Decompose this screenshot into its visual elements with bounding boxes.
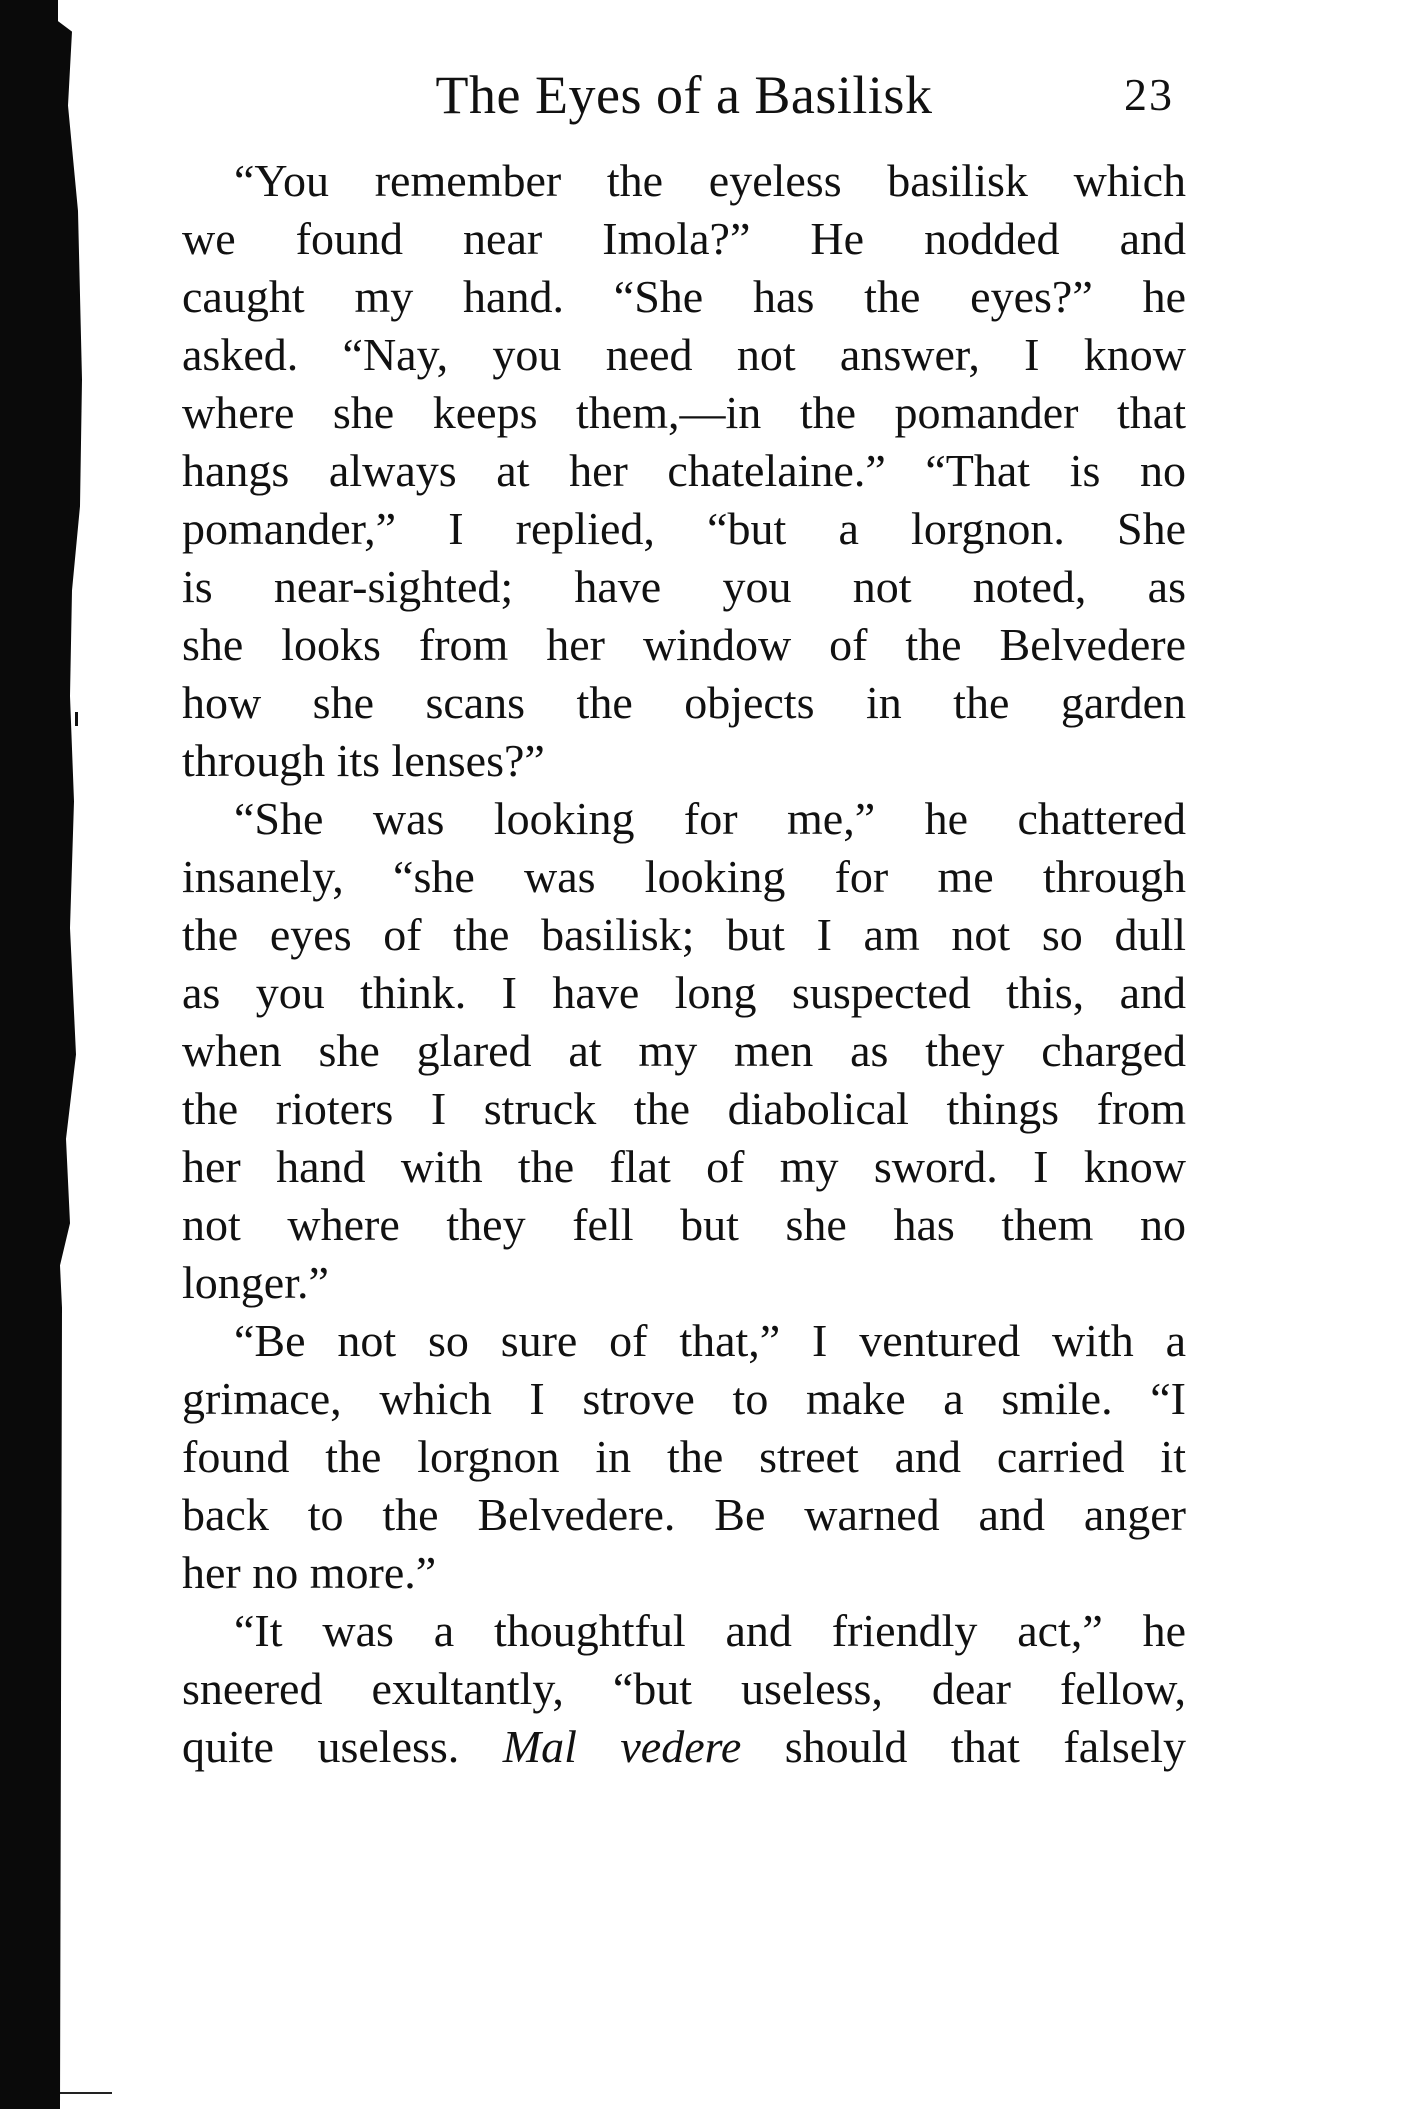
text-line: where she keeps them,—in the pomander that [182, 387, 1186, 438]
running-head [182, 64, 1186, 144]
text-line: hangs always at her chatelaine.” “That is no [182, 445, 1186, 496]
text-line: the eyes of the basilisk; but I am not so dull [182, 909, 1186, 960]
text-line: “It was a thoughtful and friendly act,” he [234, 1605, 1186, 1656]
final-line-end: should that falsely [784, 1721, 1186, 1772]
text-line: we found near Imola?” He nodded and [182, 213, 1186, 264]
scan-bottom-rule [60, 2092, 112, 2094]
text-line: as you think. I have long suspected this, and [182, 967, 1186, 1018]
text-line: asked. “Nay, you need not answer, I know [182, 329, 1186, 380]
text-line: how she scans the objects in the garden [182, 677, 1186, 728]
final-line-start: quite useless. [182, 1721, 460, 1772]
scanned-page-edge [0, 0, 100, 2109]
page-number: 23 [1124, 69, 1174, 120]
text-line: insanely, “she was looking for me through [182, 851, 1186, 902]
text-line: sneered exultantly, “but useless, dear fellow, [182, 1663, 1186, 1714]
text-line: she looks from her window of the Belvedere [182, 619, 1186, 670]
italic-phrase: Mal vedere [502, 1721, 742, 1772]
text-line: found the lorgnon in the street and carried it [182, 1431, 1186, 1482]
text-line: “She was looking for me,” he chattered [234, 793, 1186, 844]
body-text [182, 152, 1186, 1776]
text-line: caught my hand. “She has the eyes?” he [182, 271, 1186, 322]
running-title: The Eyes of a Basilisk [435, 65, 933, 125]
text-line: is near-sighted; have you not noted, as [182, 561, 1186, 612]
text-line: not where they fell but she has them no [182, 1199, 1186, 1250]
text-line: through its lenses?” [182, 735, 545, 786]
text-line: pomander,” I replied, “but a lorgnon. She [182, 503, 1186, 554]
text-line: her no more.” [182, 1547, 437, 1598]
scan-speck [75, 712, 78, 726]
text-line: “You remember the eyeless basilisk which [234, 155, 1186, 206]
text-line: the rioters I struck the diabolical things from [182, 1083, 1186, 1134]
text-line-final [182, 1718, 1186, 1776]
text-line: her hand with the flat of my sword. I know [182, 1141, 1186, 1192]
text-line: back to the Belvedere. Be warned and anger [182, 1489, 1186, 1540]
text-line: longer.” [182, 1257, 329, 1308]
text-line: grimace, which I strove to make a smile. “I [182, 1373, 1186, 1424]
text-line: when she glared at my men as they charged [182, 1025, 1186, 1076]
book-page [182, 64, 1186, 1776]
text-line: “Be not so sure of that,” I ventured with a [234, 1315, 1186, 1366]
